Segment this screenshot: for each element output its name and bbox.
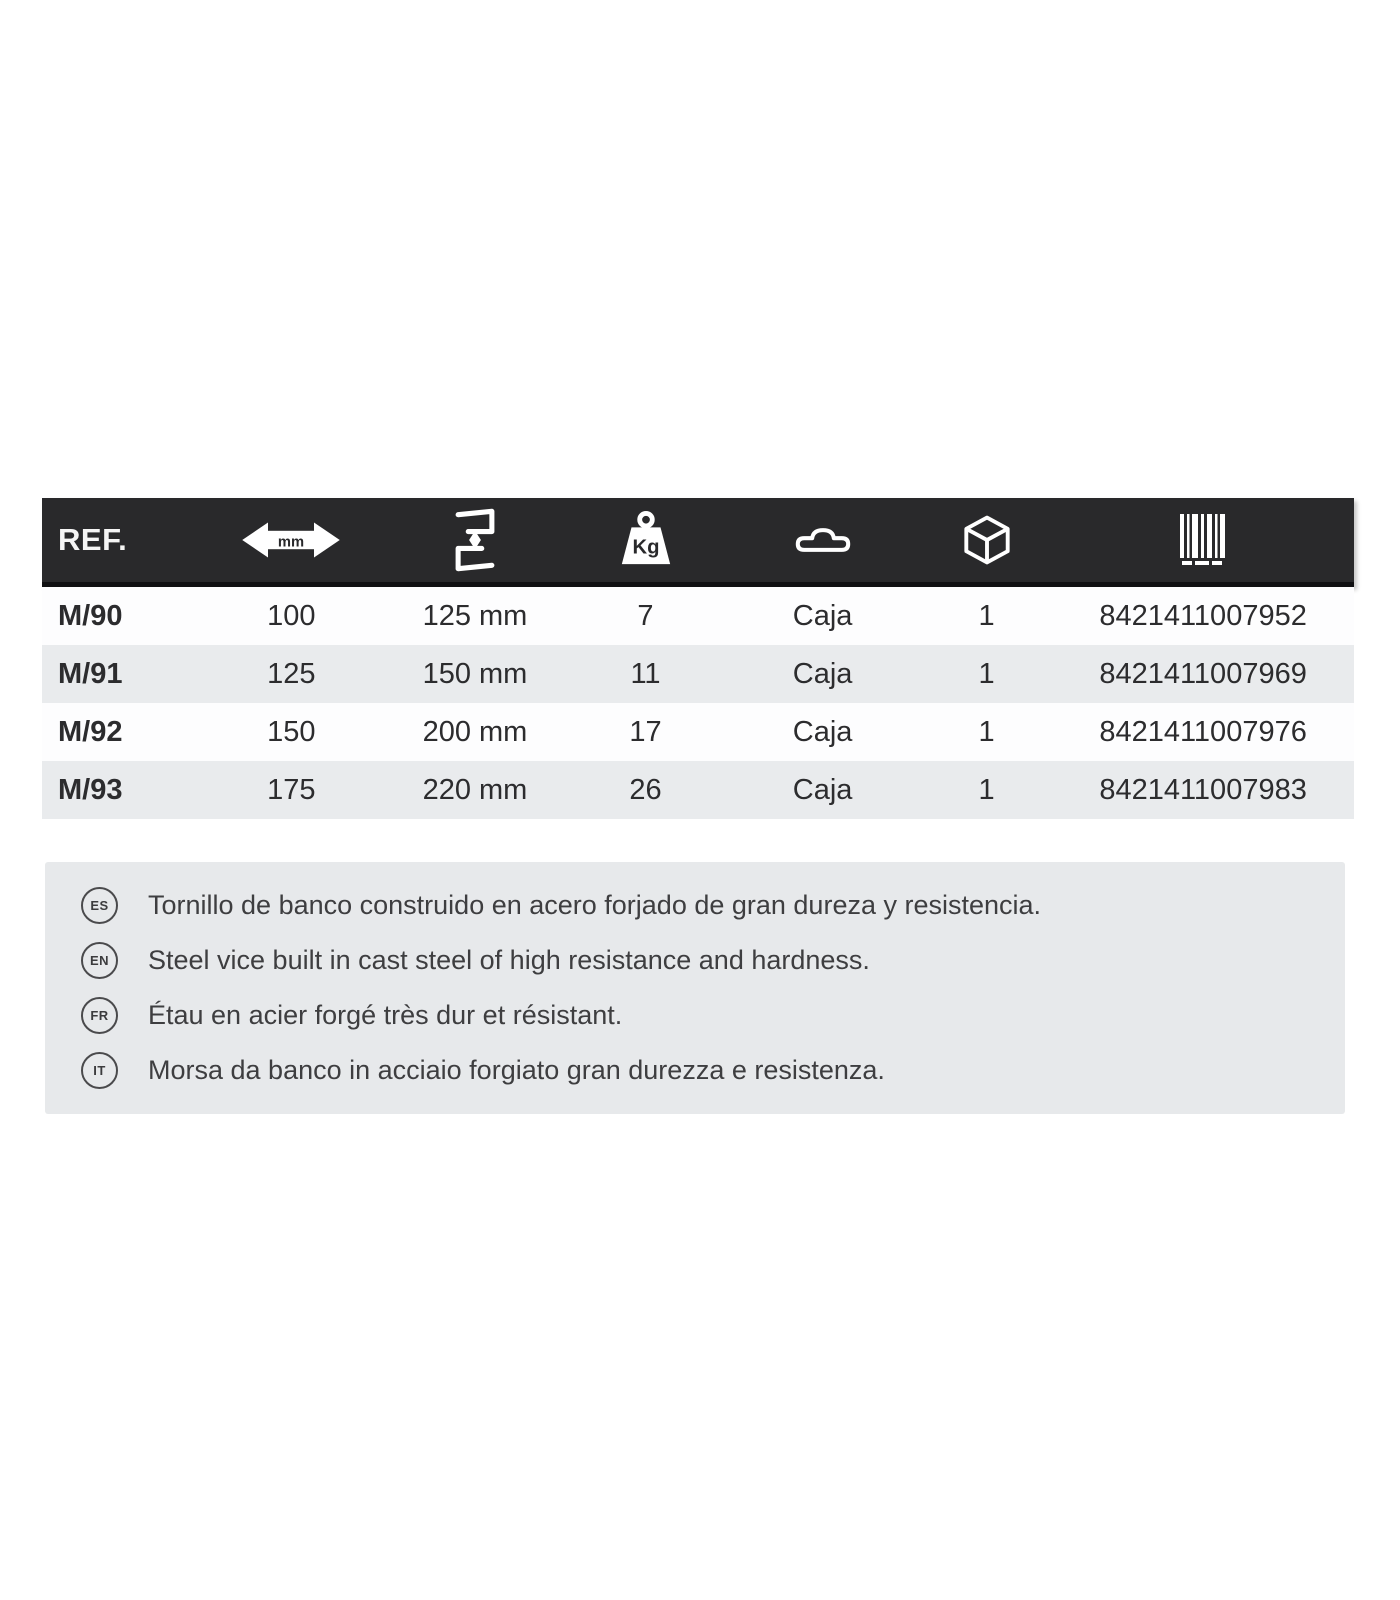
table-row bbox=[42, 703, 1354, 761]
cell-ref: M/91 bbox=[58, 657, 123, 690]
column-header-ean bbox=[1052, 512, 1354, 568]
descriptions-panel bbox=[45, 862, 1345, 1114]
description-text: Morsa da banco in acciaio forgiato gran durezza e resistenza. bbox=[148, 1055, 885, 1085]
cell-ref: M/90 bbox=[58, 599, 123, 632]
table-row bbox=[42, 645, 1354, 703]
cell-units: 1 bbox=[978, 773, 995, 806]
description-text: Steel vice built in cast steel of high resistance and hardness. bbox=[148, 945, 870, 975]
table-header-row bbox=[42, 498, 1354, 587]
cell-units: 1 bbox=[978, 657, 995, 690]
svg-text:mm: mm bbox=[278, 534, 305, 551]
lang-badge-fr: FR bbox=[81, 997, 118, 1034]
svg-text:Kg: Kg bbox=[631, 536, 660, 559]
cell-opening: 220 mm bbox=[422, 773, 528, 806]
cell-packaging: Caja bbox=[792, 773, 853, 806]
cell-ref: M/93 bbox=[58, 773, 123, 806]
lang-badge-es: ES bbox=[81, 887, 118, 924]
lang-badge-en: EN bbox=[81, 942, 118, 979]
description-text: Tornillo de banco construido en acero forjado de gran dureza y resistencia. bbox=[148, 890, 1042, 920]
column-header-units bbox=[921, 513, 1052, 567]
cell-width: 175 bbox=[267, 773, 316, 806]
cell-width: 150 bbox=[267, 715, 316, 748]
carton-box-icon bbox=[962, 513, 1012, 567]
cell-ref: M/92 bbox=[58, 715, 123, 748]
description-en bbox=[81, 942, 1325, 979]
cell-ean: 8421411007983 bbox=[1099, 773, 1307, 806]
description-it bbox=[81, 1052, 1325, 1089]
column-header-packaging bbox=[724, 522, 921, 558]
cell-packaging: Caja bbox=[792, 657, 853, 690]
product-spec-table bbox=[42, 498, 1354, 819]
weight-kg-icon bbox=[617, 509, 675, 571]
cell-units: 1 bbox=[978, 599, 995, 632]
cell-packaging: Caja bbox=[792, 715, 853, 748]
cell-weight: 11 bbox=[630, 657, 661, 690]
ref-header-label: REF. bbox=[58, 522, 128, 557]
cell-width: 125 bbox=[267, 657, 316, 690]
description-fr bbox=[81, 997, 1325, 1034]
column-header-weight bbox=[567, 509, 724, 571]
vice-opening-icon bbox=[448, 503, 502, 577]
cell-opening: 200 mm bbox=[422, 715, 528, 748]
table-row bbox=[42, 761, 1354, 819]
column-header-ref bbox=[42, 522, 199, 558]
cell-weight: 7 bbox=[637, 599, 654, 632]
cell-ean: 8421411007969 bbox=[1099, 657, 1307, 690]
cell-opening: 150 mm bbox=[422, 657, 528, 690]
barcode-icon bbox=[1176, 512, 1230, 568]
cell-ean: 8421411007976 bbox=[1099, 715, 1307, 748]
description-text: Étau en acier forgé très dur et résistant. bbox=[148, 1000, 623, 1030]
cell-units: 1 bbox=[978, 715, 995, 748]
width-mm-arrow-icon bbox=[239, 517, 343, 563]
blister-pack-icon bbox=[793, 522, 853, 558]
table-row bbox=[42, 587, 1354, 645]
cell-weight: 26 bbox=[629, 773, 662, 806]
cell-opening: 125 mm bbox=[422, 599, 528, 632]
lang-badge-it: IT bbox=[81, 1052, 118, 1089]
column-header-opening bbox=[383, 503, 567, 577]
cell-weight: 17 bbox=[629, 715, 662, 748]
cell-ean: 8421411007952 bbox=[1099, 599, 1307, 632]
cell-packaging: Caja bbox=[792, 599, 853, 632]
column-header-width bbox=[199, 517, 383, 563]
cell-width: 100 bbox=[267, 599, 316, 632]
description-es bbox=[81, 887, 1325, 924]
